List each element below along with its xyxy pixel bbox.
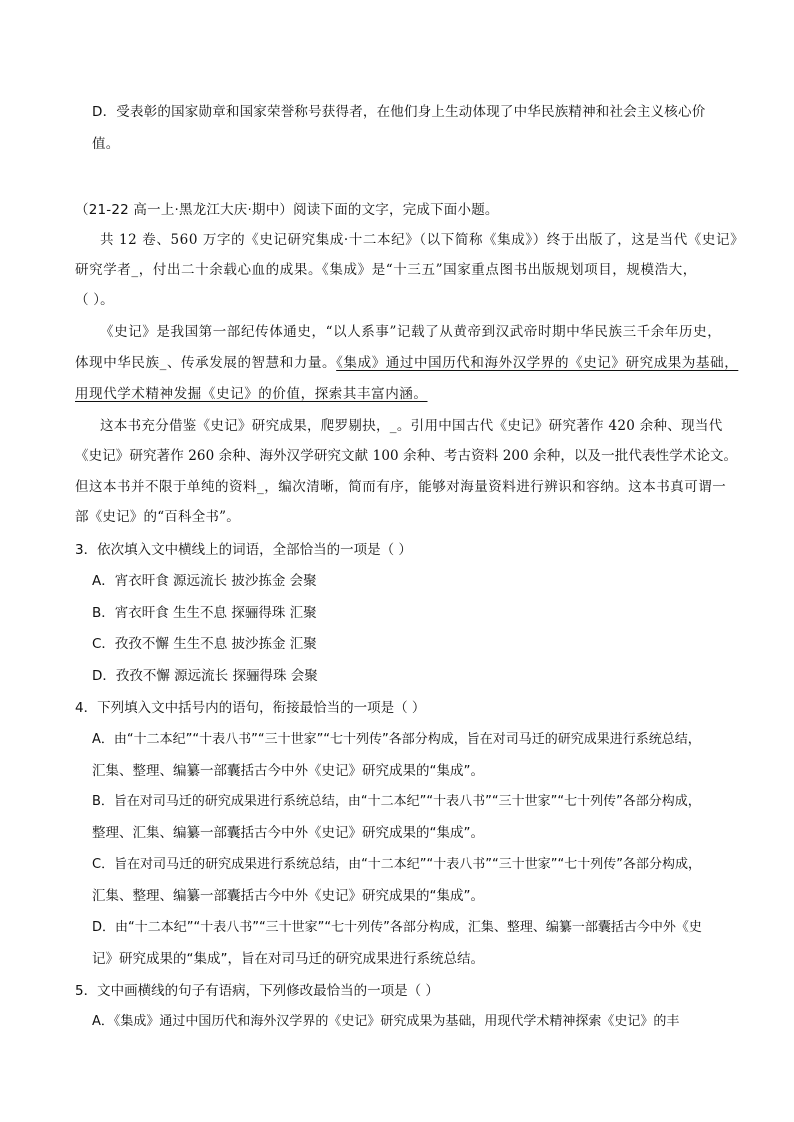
passage-p2-line2-plain: 体现中华民族_、传承发展的智慧和力量。 [75, 355, 337, 371]
question-4-option-a-line1[interactable]: A．由“十二本纪”“十表八书”“三十世家”“七十列传”各部分构成，旨在对司马迁的研究成果进行系统总结， [92, 732, 701, 747]
underlined-sentence-part1: 《集成》通过中国历代和海外汉学界的《史记》研究成果为基础， [336, 355, 739, 371]
passage-p1-line2: 研究学者_，付出二十余载心血的成果。《集成》是“十三五”国家重点图书出版规划项目，规模浩大， [75, 262, 697, 278]
question-3-option-a[interactable]: A．宵衣旰食 源远流长 披沙拣金 会聚 [92, 573, 317, 589]
passage-p3-line2: 《史记》研究著作 260 余种、海外汉学研究文献 100 余种、考古资料 200 余种，以及一批代表性学术论文。 [75, 448, 738, 464]
question-3-option-b[interactable]: B．宵衣旰食 生生不息 探骊得珠 汇聚 [92, 605, 317, 621]
question-3-option-d[interactable]: D．孜孜不懈 源远流长 探骊得珠 会聚 [92, 668, 318, 684]
section-header: （21-22 高一上·黑龙江大庆·期中）阅读下面的文字，完成下面小题。 [75, 202, 499, 218]
question-4-option-d-line2[interactable]: 记》研究成果的“集成”，旨在对司马迁的研究成果进行系统总结。 [92, 951, 484, 967]
passage-p3-line3: 但这本书并不限于单纯的资料_，编次清晰，简而有序，能够对海量资料进行辨识和容纳。这本书真可谓一 [75, 479, 727, 495]
question-4-option-b-line1[interactable]: B．旨在对司马迁的研究成果进行系统总结，由“十二本纪”“十表八书”“三十世家”“七十列传”各部分构成， [92, 794, 701, 809]
question-3-option-c[interactable]: C．孜孜不懈 生生不息 披沙拣金 汇聚 [92, 636, 317, 652]
prev-option-d-line2: 值。 [92, 136, 120, 152]
question-5-option-a-line1[interactable]: A．《集成》通过中国历代和海外汉学界的《史记》研究成果为基础，用现代学术精神探索《史记》的丰 [92, 1014, 680, 1029]
question-4-option-a-line2[interactable]: 汇集、整理、编纂一部囊括古今中外《史记》研究成果的“集成”。 [92, 763, 484, 779]
question-5-stem: 5．文中画横线的句子有语病，下列修改最恰当的一项是（ ） [75, 983, 439, 999]
question-4-option-b-line2[interactable]: 整理、汇集、编纂一部囊括古今中外《史记》研究成果的“集成”。 [92, 825, 484, 841]
prev-option-d-line1: D．受表彰的国家勋章和国家荣誉称号获得者，在他们身上生动体现了中华民族精神和社会主义核心价 [92, 104, 706, 120]
question-4-option-c-line1[interactable]: C．旨在对司马迁的研究成果进行系统总结，由“十二本纪”“十表八书”“三十世家”“七十列传”各部分构成， [92, 857, 701, 872]
passage-p3-line1: 这本书充分借鉴《史记》研究成果，爬罗剔抉，_。引用中国古代《史记》研究著作 420 余种、现当代 [100, 418, 723, 434]
underlined-sentence-part2: 用现代学术精神发掘《史记》的价值，探索其丰富内涵。 [75, 386, 428, 402]
passage-p3-line4: 部《史记》的“百科全书”。 [75, 509, 240, 525]
passage-p1-line1: 共 12 卷、560 万字的《史记研究集成·十二本纪》（以下简称《集成》）终于出版了，这是当代《史记》 [100, 232, 745, 248]
passage-p2-line1: 《史记》是我国第一部纪传体通史，“以人系事”记载了从黄帝到汉武帝时期中华民族三千余年历史， [100, 324, 722, 340]
question-4-stem: 4．下列填入文中括号内的语句，衔接最恰当的一项是（ ） [75, 700, 426, 716]
question-3-stem: 3．依次填入文中横线上的词语，全部恰当的一项是（ ） [75, 542, 412, 558]
passage-p1-line3: （ ）。 [75, 292, 114, 308]
question-4-option-d-line1[interactable]: D．由“十二本纪”“十表八书”“三十世家”“七十列传”各部分构成，汇集、整理、编纂一部囊括古今中外《史 [92, 920, 702, 935]
question-4-option-c-line2[interactable]: 汇集、整理、编纂一部囊括古今中外《史记》研究成果的“集成”。 [92, 888, 484, 904]
passage-p2-line2 [75, 351, 738, 371]
